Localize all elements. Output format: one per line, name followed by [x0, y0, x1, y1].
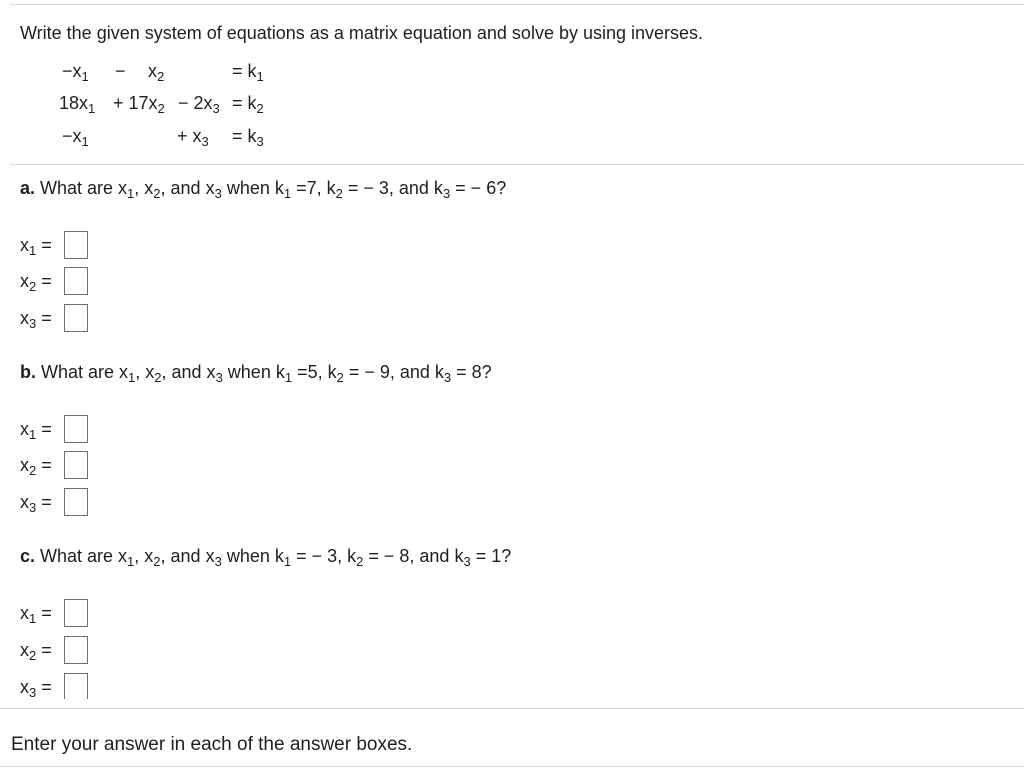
eq3-term-x3: + $x_3$ — [177, 126, 209, 149]
answer-b-x1-label: $x_1$ = — [20, 419, 52, 442]
instruction-text: Write the given system of equations as a matrix equation and solve by using inverses. — [20, 23, 704, 43]
footer-instruction: Enter your answer in each of the answer boxes. — [11, 734, 413, 755]
eq1-rhs: = $k_1$ — [232, 61, 264, 84]
answer-c-x3-label: $x_3$ = — [20, 677, 52, 700]
answer-a-x3-input[interactable] — [64, 304, 88, 332]
answer-a-x2-input[interactable] — [64, 267, 88, 295]
answer-c-x1-input[interactable] — [64, 599, 88, 627]
eq2-term-x1: $18x_1$ — [59, 93, 96, 116]
answer-c-x2-input[interactable] — [64, 636, 88, 664]
answer-a-x1-input[interactable] — [64, 231, 88, 259]
answer-b-x1-input[interactable] — [64, 415, 88, 443]
eq3-rhs: = $k_3$ — [232, 126, 264, 149]
answer-b-x3-input[interactable] — [64, 488, 88, 516]
answer-b-x3-label: $x_3$ = — [20, 492, 52, 515]
top-divider — [10, 4, 1024, 5]
answer-c-x2-label: $x_2$ = — [20, 640, 52, 663]
bottom-divider — [0, 766, 1024, 767]
eq1-term-x1: $-x_1$ — [62, 61, 89, 84]
section-divider — [10, 164, 1024, 165]
answer-b-x2-input[interactable] — [64, 451, 88, 479]
footer-divider — [0, 708, 1024, 709]
answer-a-x3-label: $x_3$ = — [20, 308, 52, 331]
eq1-op: − — [115, 61, 126, 81]
answer-a-x2-label: $x_2$ = — [20, 271, 52, 294]
eq2-term-x3: − $2x_3$ — [178, 93, 220, 116]
question-c: c. What are $x_1$, $x_2$, and $x_3$ when $k_1$ = − 3, $k_2$ = − 8, and $k_3 = 1$? — [20, 546, 512, 569]
eq3-term-x1: $-x_1$ — [62, 126, 89, 149]
eq1-term-x2: $x_2$ — [148, 61, 165, 84]
answer-a-x1-label: $x_1$ = — [20, 235, 52, 258]
answer-c-x1-label: $x_1$ = — [20, 603, 52, 626]
question-a: a. What are $x_1$, $x_2$, and $x_3$ when $k_1 =7$, $k_2$ = − 3, and $k_3$ = − 6? — [20, 178, 507, 201]
answer-b-x2-label: $x_2$ = — [20, 455, 52, 478]
eq2-rhs: = $k_2$ — [232, 93, 264, 116]
answer-c-x3-input[interactable] — [64, 673, 88, 699]
eq2-term-x2: + $17x_2$ — [113, 93, 165, 116]
question-b: b. What are $x_1$, $x_2$, and $x_3$ when $k_1 =5$, $k_2$ = − 9, and $k_3 = 8$? — [20, 362, 492, 385]
